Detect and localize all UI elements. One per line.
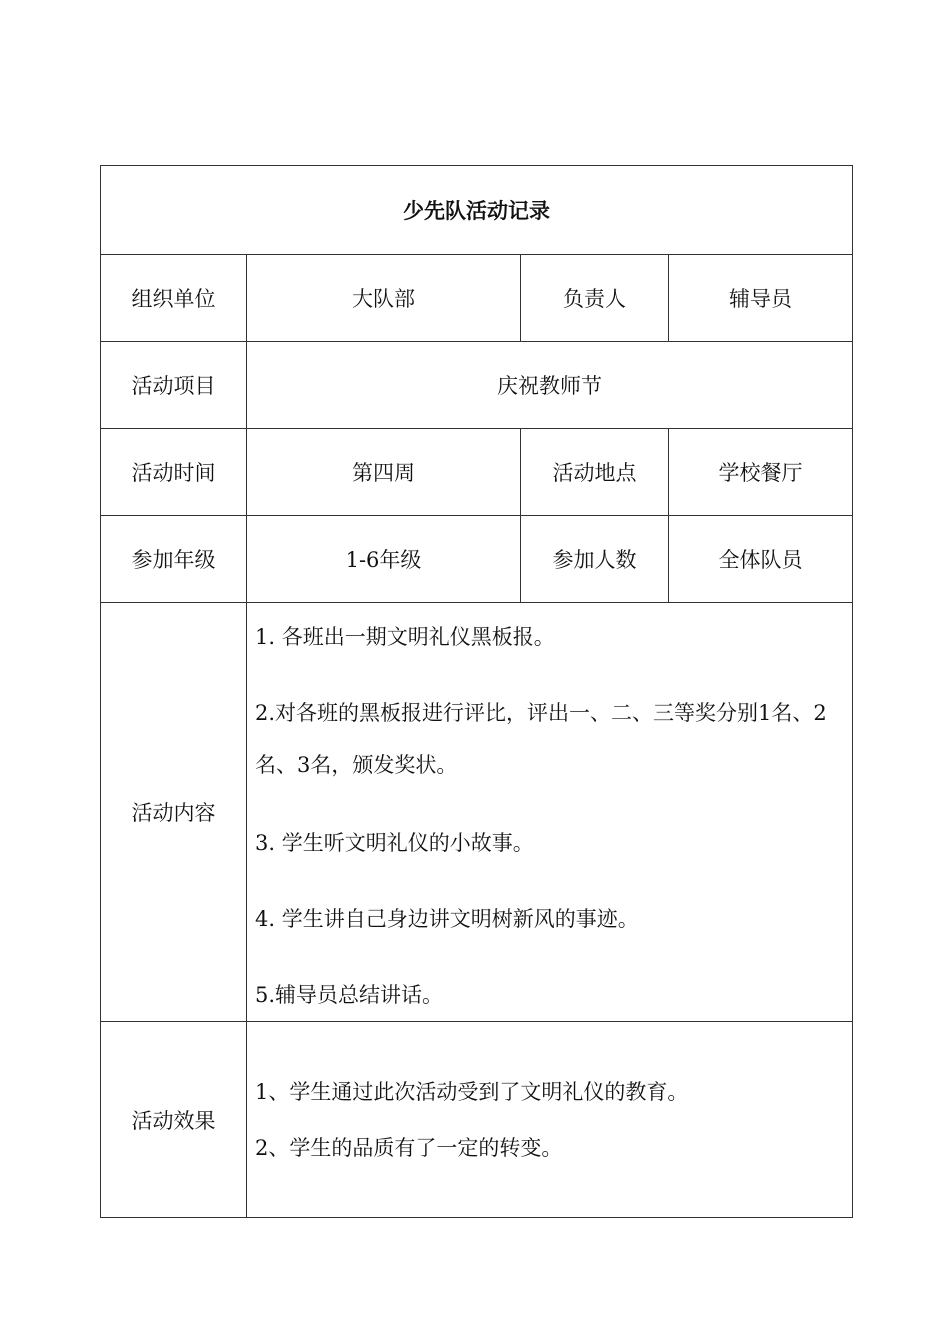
effect-item: 2、学生的品质有了一定的转变。 [255,1135,563,1160]
org-value: 大队部 [247,255,521,342]
activity-record-table [100,165,853,1218]
person-in-charge-label: 负责人 [521,255,669,342]
effect-cell [247,1022,853,1218]
content-cell [247,603,853,1022]
time-value: 第四周 [247,429,521,516]
row-project [101,342,853,429]
effect-label: 活动效果 [101,1022,247,1218]
grade-value: 1-6年级 [247,516,521,603]
location-value: 学校餐厅 [669,429,853,516]
content-item: 1. 各班出一期文明礼仪黑板报。 [255,625,555,649]
content-item: 4. 学生讲自己身边讲文明树新风的事迹。 [255,907,639,931]
row-content [101,603,853,1022]
content-item: 3. 学生听文明礼仪的小故事。 [255,831,534,855]
time-label: 活动时间 [101,429,247,516]
content-list [255,603,846,1021]
content-item: 2.对各班的黑板报进行评比，评出一、二、三等奖分别1名、2名、3名，颁发奖状。 [255,701,827,777]
row-grade [101,516,853,603]
effect-item: 1、学生通过此次活动受到了文明礼仪的教育。 [255,1079,689,1104]
effect-list [255,1064,846,1176]
org-label: 组织单位 [101,255,247,342]
person-in-charge-value: 辅导员 [669,255,853,342]
location-label: 活动地点 [521,429,669,516]
grade-label: 参加年级 [101,516,247,603]
row-effect [101,1022,853,1218]
row-time [101,429,853,516]
content-item: 5.辅导员总结讲话。 [255,983,444,1007]
content-label: 活动内容 [101,603,247,1022]
participants-value: 全体队员 [669,516,853,603]
record-title: 少先队活动记录 [101,166,853,255]
project-label: 活动项目 [101,342,247,429]
row-organization [101,255,853,342]
project-value: 庆祝教师节 [247,342,853,429]
participants-label: 参加人数 [521,516,669,603]
